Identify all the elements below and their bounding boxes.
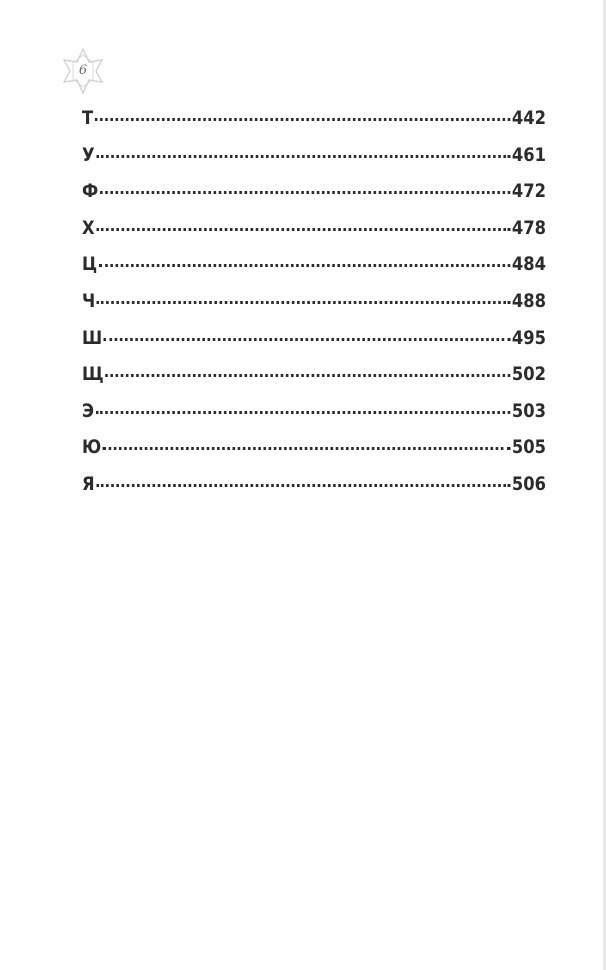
toc-dot-leader <box>99 264 510 267</box>
toc-entry-page: 506 <box>511 472 546 495</box>
toc-entry-letter: Ц <box>82 253 98 276</box>
toc-dot-leader <box>105 374 510 377</box>
toc-entry-page: 472 <box>511 180 546 203</box>
page-number-badge <box>58 46 108 96</box>
toc-entry-page: 442 <box>511 107 546 129</box>
toc-entry <box>82 363 546 400</box>
toc-dot-leader <box>103 447 510 450</box>
toc-entry-letter: Х <box>82 216 95 239</box>
toc-entry-letter: Ш <box>82 326 103 349</box>
toc-entry-page: 484 <box>511 253 546 276</box>
toc-entry-letter: Ф <box>82 180 99 203</box>
toc-entry-page: 495 <box>511 326 546 349</box>
toc-entry <box>82 400 546 437</box>
toc-entry <box>82 253 546 290</box>
toc-entry <box>82 327 546 364</box>
toc-entry <box>82 217 546 254</box>
toc-entry <box>82 473 546 510</box>
toc-entry-letter: Ю <box>82 436 102 459</box>
toc-entry-page: 478 <box>511 216 546 239</box>
toc-dot-leader <box>104 338 510 341</box>
table-of-contents <box>82 107 546 510</box>
toc-dot-leader <box>97 301 510 304</box>
toc-entry-page: 502 <box>511 363 546 386</box>
toc-entry <box>82 290 546 327</box>
toc-entry-letter: Э <box>82 399 94 422</box>
toc-dot-leader <box>96 411 510 414</box>
toc-entry-letter: У <box>82 143 95 166</box>
toc-entry-page: 461 <box>511 143 546 166</box>
toc-entry <box>82 107 546 144</box>
toc-entry-letter: Щ <box>82 363 104 386</box>
toc-dot-leader <box>96 155 510 158</box>
toc-entry-letter: Ч <box>82 289 96 312</box>
page-number: 6 <box>78 63 88 78</box>
toc-dot-leader <box>100 191 510 194</box>
toc-entry-letter: Т <box>82 107 94 129</box>
toc-dot-leader <box>96 484 510 487</box>
toc-entry <box>82 436 546 473</box>
toc-entry-page: 488 <box>511 289 546 312</box>
toc-entry-letter: Я <box>82 472 95 495</box>
toc-entry <box>82 180 546 217</box>
toc-dot-leader <box>95 118 510 121</box>
toc-entry-page: 505 <box>511 436 546 459</box>
toc-entry <box>82 144 546 181</box>
toc-entry-page: 503 <box>511 399 546 422</box>
toc-dot-leader <box>96 228 510 231</box>
